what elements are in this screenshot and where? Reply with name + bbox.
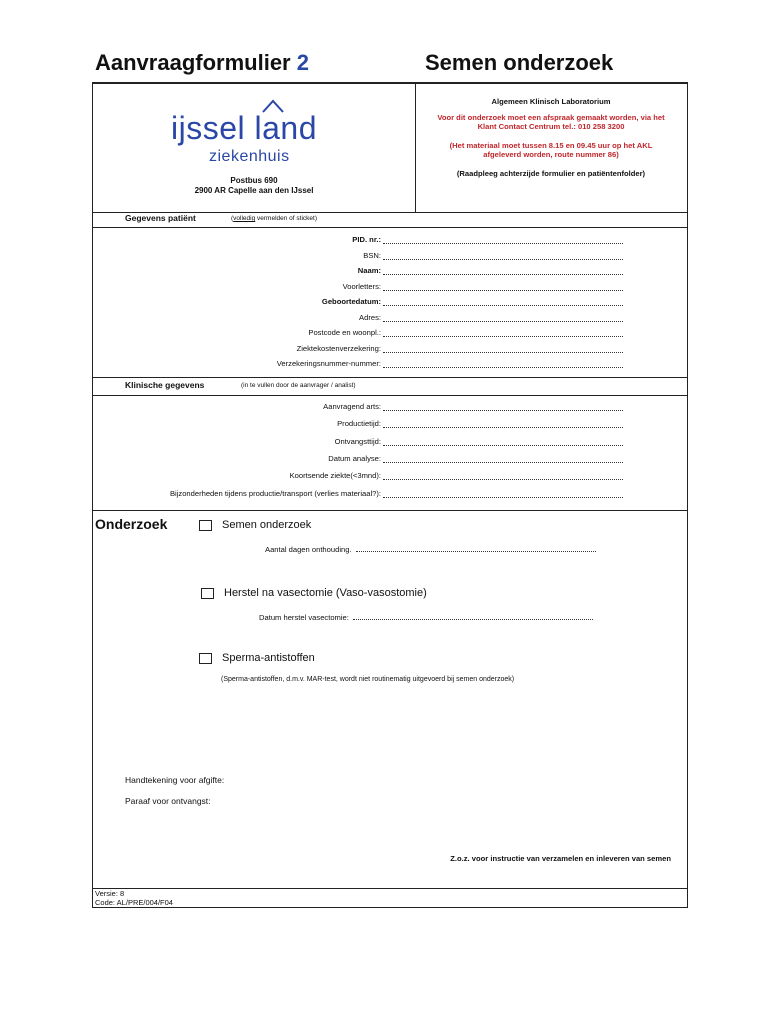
antibodies-note: (Sperma-antistoffen, d.m.v. MAR-test, wordt niet routinematig uitgevoerd bij semen onderzoek) xyxy=(221,676,515,683)
patient-field-row xyxy=(93,328,623,340)
lab-delivery-line-2: afgeleverd worden, route nummer 86) xyxy=(483,150,619,159)
form-header xyxy=(93,84,687,213)
patient-field-row xyxy=(93,282,623,294)
option-semen-label: Semen onderzoek xyxy=(222,519,312,531)
patient-field-label: BSN: xyxy=(363,250,381,260)
form-subject: Semen onderzoek xyxy=(425,50,614,75)
checkbox-antibodies[interactable] xyxy=(199,653,212,664)
patient-field-row xyxy=(93,266,623,278)
patient-field-label: Postcode en woonpl.: xyxy=(308,328,381,337)
abstinence-days-label: Aantal dagen onthouding. xyxy=(265,545,352,554)
clinical-field-input[interactable] xyxy=(383,445,623,446)
option-antibodies xyxy=(199,652,315,664)
clinical-field-label: Datum analyse: xyxy=(328,453,381,463)
lab-consult-note: (Raadpleeg achterzijde formulier en patiëntenfolder) xyxy=(456,169,646,178)
patient-field-input[interactable] xyxy=(383,274,623,275)
clinical-section-note: (in te vullen door de aanvrager / analist) xyxy=(241,382,356,389)
patient-field-input[interactable] xyxy=(383,321,623,322)
lab-notice-line-2: Klant Contact Centrum tel.: 010 258 3200 xyxy=(477,122,625,131)
patient-field-row xyxy=(93,313,623,325)
vasectomy-date-label: Datum herstel vasectomie: xyxy=(259,613,349,622)
footer-code: Code: AL/PRE/004/F04 xyxy=(95,898,173,907)
footer-version: Versie: 8 xyxy=(95,889,125,898)
clinical-section-top-rule xyxy=(93,377,687,378)
clinical-field-label: Aanvragend arts: xyxy=(323,402,381,411)
signature-ontvangst-label: Paraaf voor ontvangst: xyxy=(125,796,211,806)
patient-field-row xyxy=(93,359,623,371)
clinical-field-row xyxy=(93,471,623,483)
patient-note-rest: vermelden of sticket) xyxy=(255,215,317,222)
onderzoek-label: Onderzoek xyxy=(95,516,168,532)
patient-field-row xyxy=(93,344,623,356)
clinical-field-label: Productietijd: xyxy=(337,419,381,429)
request-form xyxy=(92,82,688,908)
abstinence-days-input[interactable] xyxy=(356,551,596,552)
logo-subtitle: ziekenhuis xyxy=(209,148,290,165)
patient-field-label: Voorletters: xyxy=(342,281,381,291)
clinical-section-label: Klinische gegevens xyxy=(125,380,205,390)
clinical-field-label: Koortsende ziekte(<3mnd): xyxy=(289,471,381,481)
patient-field-input[interactable] xyxy=(383,352,623,353)
hospital-logo xyxy=(171,94,341,174)
option-semen xyxy=(199,519,311,531)
clinical-field-row xyxy=(93,419,623,431)
patient-field-input[interactable] xyxy=(383,336,623,337)
patient-field-label: Verzekeringsnummer-nummer: xyxy=(276,359,381,368)
clinical-field-row xyxy=(93,437,623,449)
patient-note-underlined: volledig xyxy=(233,215,256,222)
clinical-field-input[interactable] xyxy=(383,462,623,463)
patient-field-row xyxy=(93,297,623,309)
clinical-field-label: Ontvangsttijd: xyxy=(334,436,381,446)
patient-field-row xyxy=(93,235,623,247)
patient-field-input[interactable] xyxy=(383,243,623,244)
patient-field-input[interactable] xyxy=(383,259,623,260)
lab-title: Algemeen Klinisch Laboratorium xyxy=(491,97,611,106)
form-number: 2 xyxy=(296,50,309,75)
clinical-field-row xyxy=(93,402,623,414)
patient-field-input[interactable] xyxy=(383,367,623,368)
patient-field-input[interactable] xyxy=(383,290,623,291)
form-title-text: Aanvraagformulier xyxy=(95,50,291,75)
patient-field-row xyxy=(93,251,623,263)
option-vasectomy-label: Herstel na vasectomie (Vaso-vasostomie) xyxy=(224,587,427,599)
footer-rule xyxy=(93,888,687,889)
onderzoek-section-rule xyxy=(93,510,687,511)
signature-afgifte-label: Handtekening voor afgifte: xyxy=(125,775,225,785)
clinical-field-input[interactable] xyxy=(383,497,623,498)
option-antibodies-label: Sperma-antistoffen xyxy=(222,652,315,664)
lab-delivery-line-1: (Het materiaal moet tussen 8.15 en 09.45 uur op het AKL xyxy=(449,141,653,150)
patient-field-label: PID. nr.: xyxy=(352,235,381,244)
vasectomy-date-input[interactable] xyxy=(353,619,593,620)
abstinence-days-field xyxy=(265,545,596,554)
patient-section-label: Gegevens patiënt xyxy=(125,213,196,223)
clinical-field-row xyxy=(93,454,623,466)
patient-field-input[interactable] xyxy=(383,305,623,306)
clinical-field-input[interactable] xyxy=(383,410,623,411)
form-title xyxy=(95,50,309,76)
patient-field-label: Naam: xyxy=(357,266,381,275)
logo-name: ijssel land xyxy=(171,110,318,146)
patient-field-label: Geboortedatum: xyxy=(321,297,381,306)
checkbox-semen[interactable] xyxy=(199,520,212,531)
clinical-field-input[interactable] xyxy=(383,427,623,428)
vasectomy-date-field xyxy=(259,613,593,622)
option-vasectomy xyxy=(201,587,427,599)
patient-section-rule xyxy=(93,227,687,228)
address-line-1: Postbus 690 xyxy=(230,176,278,185)
lab-notice-line-1: Voor dit onderzoek moet een afspraak gemaakt worden, via het xyxy=(437,113,665,122)
clinical-section-rule xyxy=(93,395,687,396)
clinical-field-row xyxy=(93,489,623,501)
clinical-field-input[interactable] xyxy=(383,479,623,480)
patient-field-label: Adres: xyxy=(359,312,381,322)
patient-field-label: Ziektekostenverzekering: xyxy=(296,343,381,353)
checkbox-vasectomy[interactable] xyxy=(201,588,214,599)
clinical-field-label: Bijzonderheden tijdens productie/transport (verlies materiaal?): xyxy=(169,488,381,498)
address-line-2: 2900 AR Capelle aan den IJssel xyxy=(194,186,314,195)
reverse-side-note: Z.o.z. voor instructie van verzamelen en inleveren van semen xyxy=(450,854,671,863)
patient-section-note: (volledig vermelden of sticket) xyxy=(231,215,317,222)
